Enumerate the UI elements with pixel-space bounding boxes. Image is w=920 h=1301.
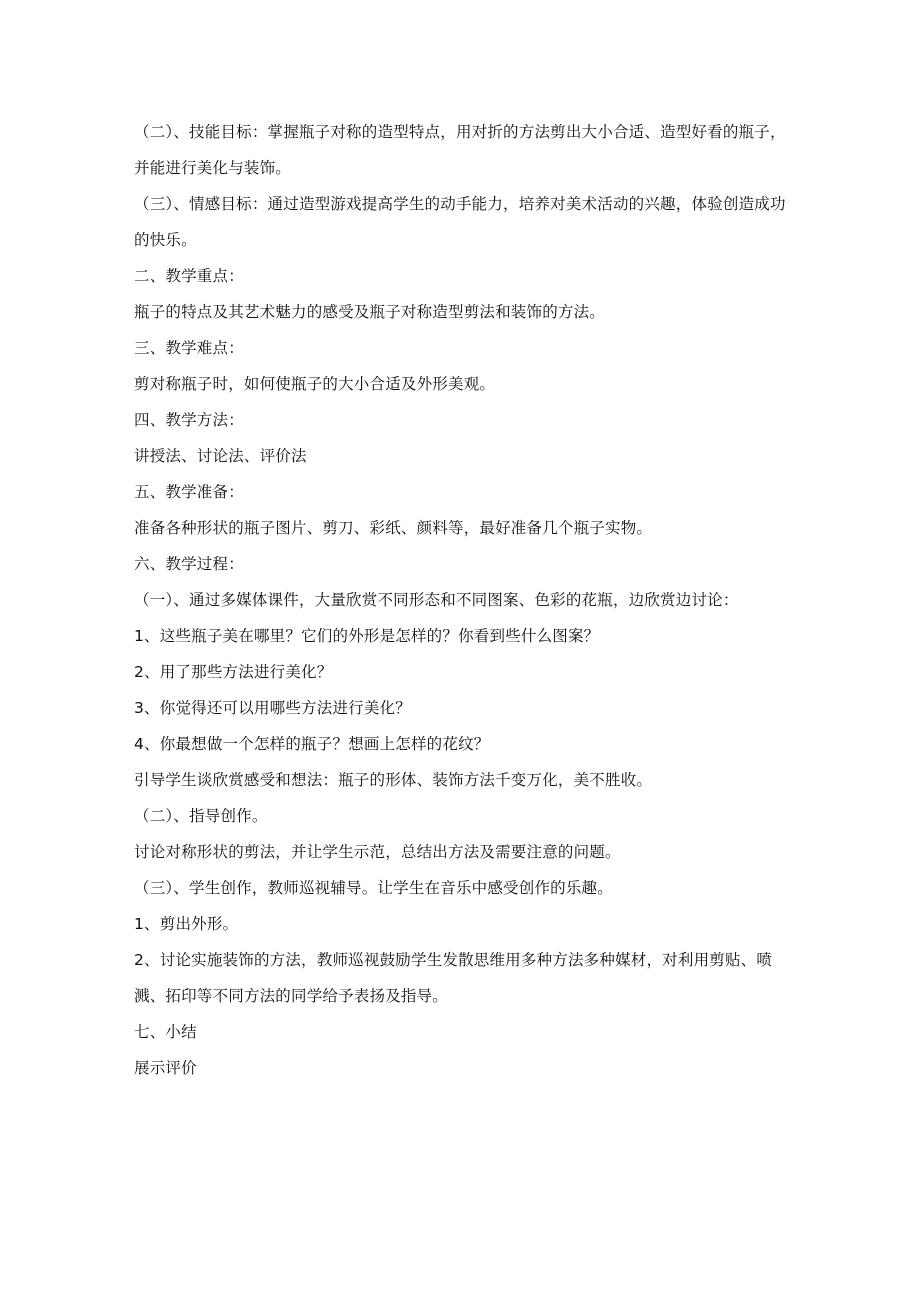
- paragraph-process-step-1: （一）、通过多媒体课件，大量欣赏不同形态和不同图案、色彩的花瓶，边欣赏边讨论：: [134, 591, 739, 609]
- list-item-question-4: 4、你最想做一个怎样的瓶子？想画上怎样的花纹？: [134, 735, 490, 753]
- heading-teaching-difficulty: 三、教学难点：: [134, 339, 244, 357]
- list-item-question-1: 1、这些瓶子美在哪里？它们的外形是怎样的？你看到些什么图案？: [134, 627, 600, 645]
- paragraph-process-step-2: （二）、指导创作。: [134, 807, 268, 825]
- list-item-creation-2: 2、讨论实施装饰的方法，教师巡视鼓励学生发散思维用多种方法多种媒材，对利用剪贴、喷溅、拓印等不同方法的同学给予表扬及指导。: [134, 951, 773, 1005]
- paragraph-teaching-preparation: 准备各种形状的瓶子图片、剪刀、彩纸、颜料等，最好准备几个瓶子实物。: [134, 519, 653, 537]
- paragraph-teaching-difficulty: 剪对称瓶子时，如何使瓶子的大小合适及外形美观。: [134, 375, 496, 393]
- paragraph-guidance: 引导学生谈欣赏感受和想法：瓶子的形体、装饰方法千变万化，美不胜收。: [134, 771, 653, 789]
- heading-teaching-focus: 二、教学重点：: [134, 267, 244, 285]
- paragraph-skill-goal: （二）、技能目标：掌握瓶子对称的造型特点，用对折的方法剪出大小合适、造型好看的瓶子，并能进行美化与装饰。: [134, 123, 786, 177]
- list-item-creation-1: 1、剪出外形。: [134, 915, 239, 933]
- heading-teaching-process: 六、教学过程：: [134, 555, 244, 573]
- list-item-question-2: 2、用了那些方法进行美化？: [134, 663, 333, 681]
- heading-summary: 七、小结: [134, 1023, 197, 1041]
- paragraph-summary: 展示评价: [134, 1059, 197, 1077]
- paragraph-discussion: 讨论对称形状的剪法，并让学生示范，总结出方法及需要注意的问题。: [134, 843, 621, 861]
- paragraph-teaching-method: 讲授法、讨论法、评价法: [134, 447, 307, 465]
- document-body: [134, 114, 794, 1086]
- paragraph-process-step-3: （三）、学生创作，教师巡视辅导。让学生在音乐中感受创作的乐趣。: [134, 879, 613, 897]
- paragraph-teaching-focus: 瓶子的特点及其艺术魅力的感受及瓶子对称造型剪法和装饰的方法。: [134, 303, 606, 321]
- paragraph-emotion-goal: （三）、情感目标：通过造型游戏提高学生的动手能力，培养对美术活动的兴趣，体验创造成功的快乐。: [134, 195, 786, 249]
- heading-teaching-preparation: 五、教学准备：: [134, 483, 244, 501]
- list-item-question-3: 3、你觉得还可以用哪些方法进行美化？: [134, 699, 411, 717]
- heading-teaching-method: 四、教学方法：: [134, 411, 244, 429]
